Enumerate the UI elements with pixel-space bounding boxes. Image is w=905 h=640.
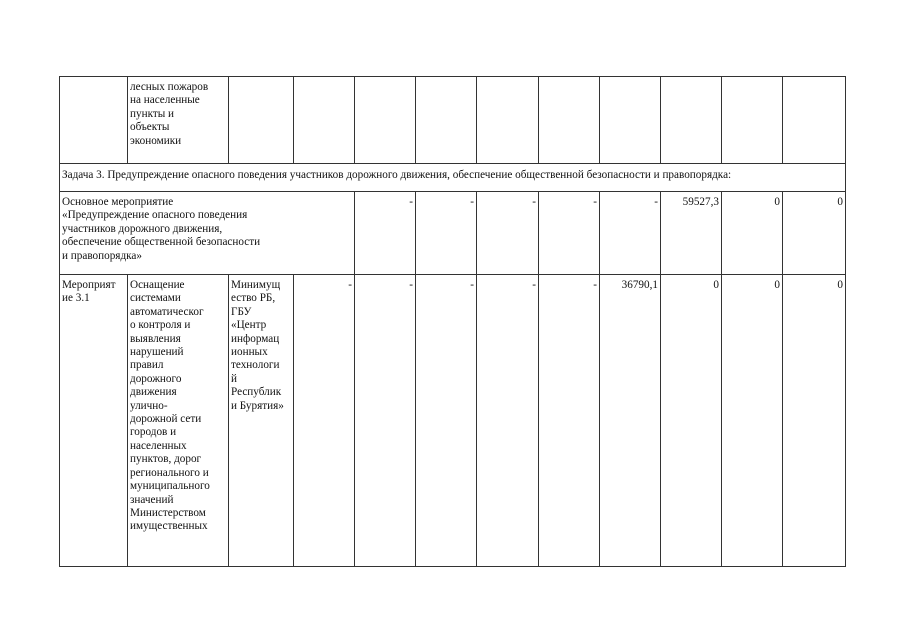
table-row-event-3-1	[60, 275, 846, 567]
cell-empty	[722, 77, 783, 164]
value-cell: -	[539, 275, 600, 567]
event-name-text: лесных пожаров на населенные пункты и объекты экономики	[130, 81, 209, 147]
budget-table	[59, 76, 846, 567]
cell-empty	[416, 77, 477, 164]
main-event-title-cell	[60, 192, 355, 275]
value-cell: 59527,3	[661, 192, 722, 275]
event-code-cell	[60, 275, 128, 567]
executor-name: Минимущ ество РБ, ГБУ «Центр информац ионных технологи й Республик и Бурятия»	[231, 279, 284, 412]
event-name: Оснащение системами автоматическог о контроля и выявления нарушений правил дорожного движения улично- дорожной сети городов и населенных пунктов, дорог регионального и муниципального значений Министерством имущественных	[130, 279, 210, 533]
value-cell: 0	[783, 192, 846, 275]
main-event-title: Основное мероприятие «Предупреждение опасного поведения участников дорожного движения, обеспечение общественной безопасности и правопорядка»	[62, 196, 261, 262]
cell-empty	[355, 77, 416, 164]
table-row-wildfire	[60, 77, 846, 164]
cell-empty	[661, 77, 722, 164]
cell-empty	[229, 77, 294, 164]
value-cell: 0	[722, 192, 783, 275]
value-cell: -	[477, 275, 539, 567]
value-cell: -	[294, 275, 355, 567]
value-cell: 0	[783, 275, 846, 567]
cell-empty	[539, 77, 600, 164]
event-code: Мероприят ие 3.1	[62, 279, 116, 305]
cell-empty	[60, 77, 128, 164]
event-name-cell	[128, 275, 229, 567]
value-cell: -	[539, 192, 600, 275]
value-cell: -	[416, 192, 477, 275]
value-cell: -	[477, 192, 539, 275]
value-cell: -	[355, 275, 416, 567]
value-cell: -	[600, 192, 661, 275]
value-cell: 0	[661, 275, 722, 567]
table-row-main-event	[60, 192, 846, 275]
cell-empty	[477, 77, 539, 164]
value-cell: -	[416, 275, 477, 567]
task3-heading: Задача 3. Предупреждение опасного поведения участников дорожного движения, обеспечение общественной безопасности и правопорядка:	[62, 169, 732, 181]
value-cell: 36790,1	[600, 275, 661, 567]
executor-cell	[229, 275, 294, 567]
cell-event-name	[128, 77, 229, 164]
task3-heading-cell	[60, 164, 846, 192]
cell-empty	[783, 77, 846, 164]
value-cell: -	[355, 192, 416, 275]
value-cell: 0	[722, 275, 783, 567]
cell-empty	[600, 77, 661, 164]
table-row-task3	[60, 164, 846, 192]
cell-empty	[294, 77, 355, 164]
